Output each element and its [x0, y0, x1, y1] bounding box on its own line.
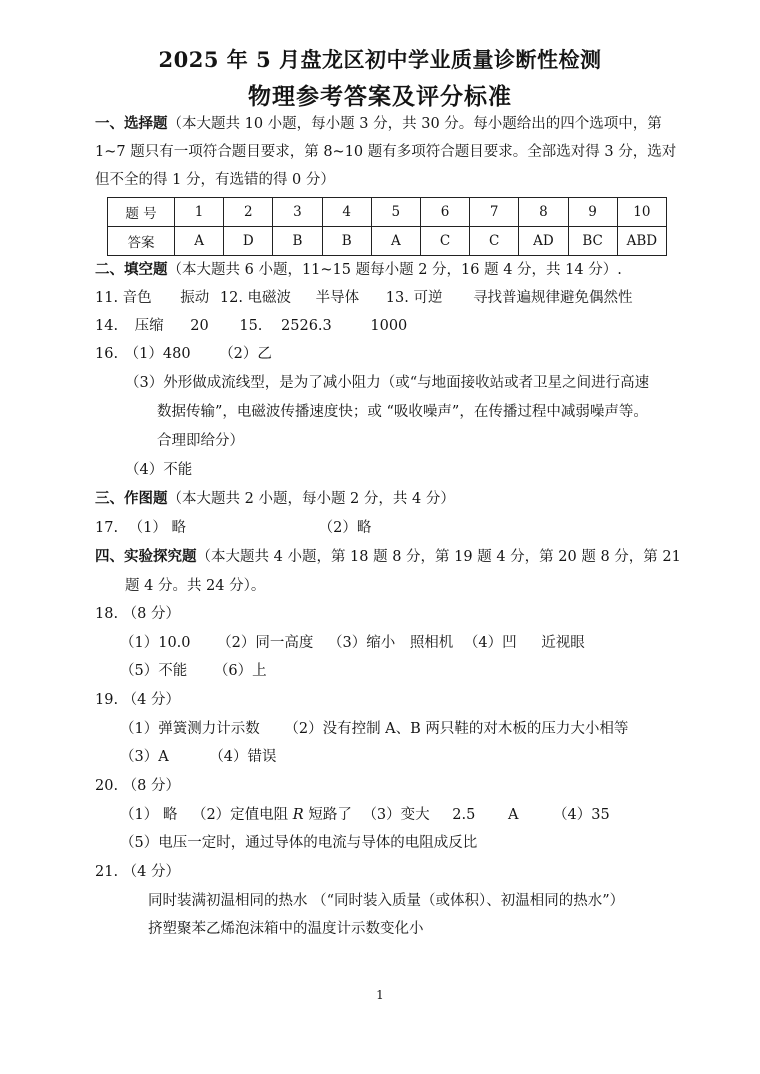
q18-part4: （4）凹	[463, 635, 517, 651]
section2-heading: 二、填空题	[95, 261, 168, 278]
page-title: 2025 年 5 月盘龙区初中学业质量诊断性检测	[158, 47, 602, 72]
answer-line-16	[95, 344, 272, 364]
page-number: 1	[376, 988, 384, 1002]
q15-number: 15.	[239, 318, 263, 334]
section1-desc-2: 1~7 题只有一项符合题目要求，第 8~10 题有多项符合题目要求。全部选对得 3 分，选对	[95, 144, 677, 160]
q21-heading: 21. （4 分）	[95, 864, 181, 880]
section1-desc-1: （本大题共 10 小题，每小题 3 分，共 30 分。每小题给出的四个选项中，第	[167, 116, 662, 132]
table-header-question: 题 号	[108, 198, 175, 227]
table-cell: 6	[420, 198, 469, 227]
answer-line-19b	[120, 747, 277, 767]
q19-heading: 19. （4 分）	[95, 692, 181, 708]
q15-answer-b: 1000	[370, 318, 408, 334]
q19-part1: （1）弹簧测力计示数	[120, 721, 260, 737]
q16-part3-line2: 数据传输”，电磁波传播速度快；或 “吸收噪声”，在传播过程中减弱噪声等。	[157, 404, 648, 420]
answer-line-17	[95, 518, 371, 538]
q19-part4: （4）错误	[209, 749, 277, 765]
table-cell: 3	[273, 198, 322, 227]
q20-part3c: A	[507, 807, 519, 823]
table-row-questions	[108, 198, 667, 227]
q12-answer-b: 半导体	[315, 290, 360, 306]
table-cell: A	[371, 227, 420, 256]
section2-desc: （本大题共 6 小题，11~15 题每小题 2 分，16 题 4 分，共 14 分）.	[167, 262, 622, 278]
table-cell: C	[470, 227, 519, 256]
answer-line-18a	[120, 633, 585, 653]
q13-answer-b: 寻找普遍规律避免偶然性	[473, 290, 633, 306]
table-cell: 8	[519, 198, 568, 227]
q19-part3: （3）A	[120, 749, 169, 765]
table-cell: AD	[519, 227, 568, 256]
q20-part4: （4）35	[553, 807, 610, 823]
q18-part4b: 近视眼	[541, 635, 585, 651]
table-cell: 4	[322, 198, 371, 227]
q20-part3: （3）变大	[362, 807, 430, 823]
answer-table	[107, 197, 667, 256]
table-cell: 1	[175, 198, 224, 227]
section4-line1	[95, 547, 681, 567]
table-row-answers	[108, 227, 667, 256]
answer-line-11-13	[95, 288, 633, 308]
q19-part2: （2）没有控制 A、B 两只鞋的对木板的压力大小相等	[284, 721, 629, 737]
table-cell: B	[322, 227, 371, 256]
table-cell: 9	[568, 198, 617, 227]
page-subtitle: 物理参考答案及评分标准	[248, 83, 512, 110]
answer-line-14-15	[95, 316, 407, 336]
q20-part3b: 2.5	[452, 807, 476, 823]
q15-answer-a: 2526.3	[281, 318, 332, 334]
q21-line1: 同时装满初温相同的热水 （“同时装入质量（或体积）、初温相同的热水”）	[148, 893, 625, 909]
q20-part2-symbol: R	[292, 807, 304, 823]
section3-line	[95, 489, 455, 509]
q18-part3: （3）缩小	[327, 635, 396, 651]
table-cell: D	[224, 227, 273, 256]
section1-desc-3: 但不全的得 1 分，有选错的得 0 分）	[95, 172, 335, 188]
answer-line-20a	[120, 805, 610, 825]
q20-part2: （2）定值电阻	[191, 807, 289, 823]
q16-number: 16.	[95, 346, 119, 362]
section3-desc: （本大题共 2 小题，每小题 2 分，共 4 分）	[167, 491, 455, 507]
section1-heading: 一、选择题	[95, 115, 168, 132]
q20-heading: 20. （8 分）	[95, 778, 181, 794]
table-header-answer: 答案	[108, 227, 175, 256]
section1-line1	[95, 114, 662, 134]
table-cell: ABD	[617, 227, 666, 256]
table-cell: C	[420, 227, 469, 256]
table-cell: 5	[371, 198, 420, 227]
q11-answer: 11. 音色	[95, 290, 152, 306]
table-cell: A	[175, 227, 224, 256]
q13-answer: 13. 可逆	[385, 290, 443, 306]
q20-part5: （5）电压一定时，通过导体的电流与导体的电阻成反比	[120, 835, 478, 851]
table-cell: BC	[568, 227, 617, 256]
q16-part3-line1: （3）外形做成流线型，是为了减小阻力（或“与地面接收站或者卫星之间进行高速	[125, 375, 650, 391]
section4-desc-1: （本大题共 4 小题，第 18 题 8 分，第 19 题 4 分，第 20 题 8 分，第 21	[196, 549, 681, 565]
q16-part4: （4）不能	[125, 462, 193, 478]
q16-part2: （2）乙	[219, 346, 272, 362]
table-cell: B	[273, 227, 322, 256]
q14-answer-b: 20	[190, 318, 209, 334]
section4-heading: 四、实验探究题	[95, 548, 197, 565]
q16-part1: （1）480	[124, 346, 191, 362]
section4-desc-2: 题 4 分。共 24 分）。	[125, 578, 266, 594]
q20-part1: （1） 略	[120, 807, 178, 823]
q20-part2b: 短路了	[308, 807, 352, 823]
q18-part2: （2）同一高度	[217, 635, 314, 651]
q12-answer: 12. 电磁波	[219, 290, 292, 306]
q18-part6: （6）上	[213, 663, 267, 679]
q14-number: 14.	[95, 318, 119, 334]
q17-part1: （1） 略	[128, 520, 187, 536]
q21-line2: 挤塑聚苯乙烯泡沫箱中的温度计示数变化小	[148, 921, 424, 937]
answer-line-18b	[120, 661, 267, 681]
q18-part1: （1）10.0	[120, 635, 191, 651]
q18-part3b: 照相机	[409, 635, 454, 651]
table-cell: 10	[617, 198, 666, 227]
q14-answer-a: 压缩	[134, 318, 164, 334]
table-cell: 2	[224, 198, 273, 227]
q16-part3-line3: 合理即给分）	[157, 433, 244, 449]
section3-heading: 三、作图题	[95, 490, 168, 507]
section2-line	[95, 260, 622, 280]
q18-heading: 18. （8 分）	[95, 606, 181, 622]
q11-answer-b: 振动	[180, 290, 210, 306]
answer-line-19a	[120, 719, 628, 739]
q18-part5: （5）不能	[120, 663, 188, 679]
table-cell: 7	[470, 198, 519, 227]
q17-part2: （2）略	[318, 520, 372, 536]
q17-number: 17.	[95, 520, 119, 536]
